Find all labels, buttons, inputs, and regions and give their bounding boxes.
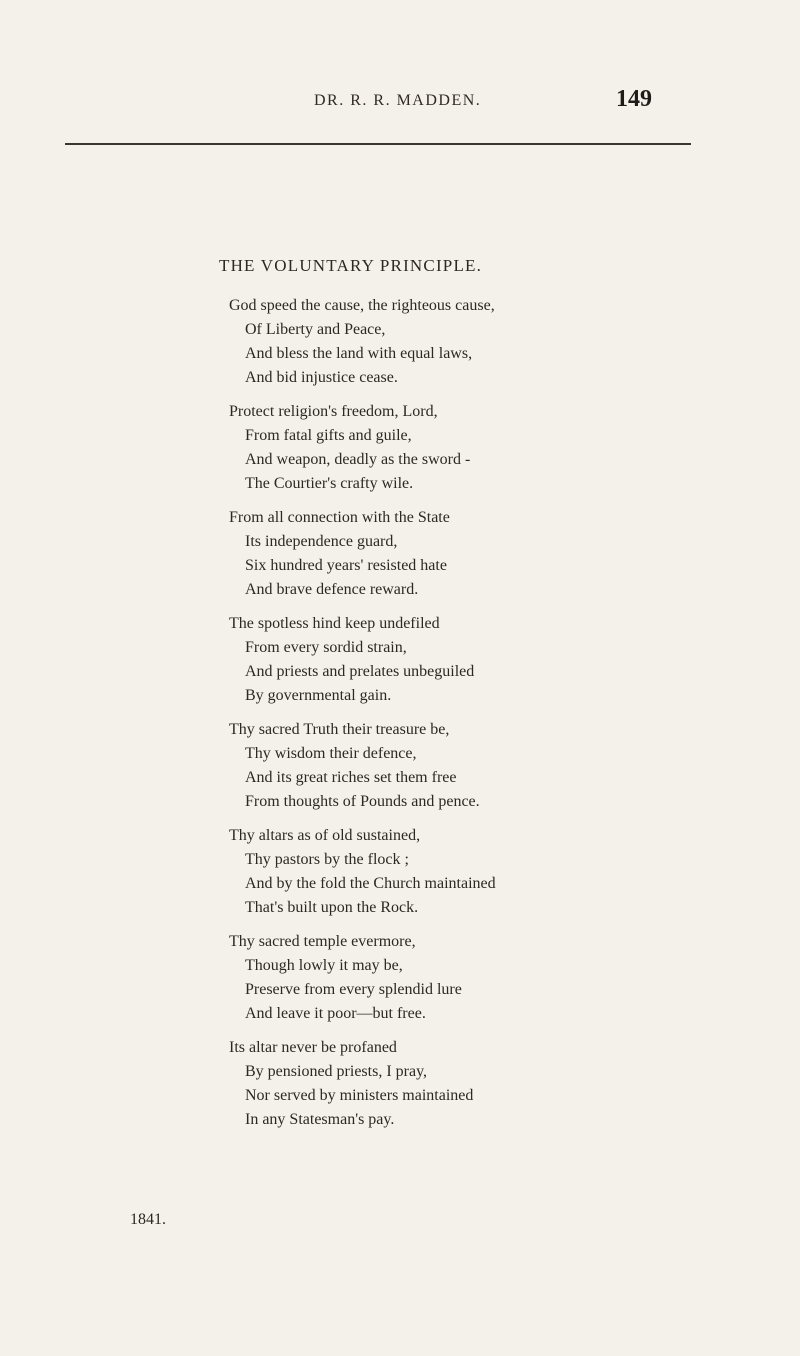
poem-line: And weapon, deadly as the sword - <box>245 451 471 468</box>
poem-line: God speed the cause, the righteous cause, <box>229 297 495 314</box>
poem-line: And leave it poor—but free. <box>245 1005 426 1022</box>
poem-line: And its great riches set them free <box>245 769 457 786</box>
header-rule <box>65 143 691 145</box>
poem-line: Nor served by ministers maintained <box>245 1087 474 1104</box>
poem-line: And brave defence reward. <box>245 581 419 598</box>
page-number: 149 <box>616 86 652 112</box>
poem-line: That's built upon the Rock. <box>245 899 419 916</box>
poem-line: And bless the land with equal laws, <box>245 345 473 362</box>
poem-line: By governmental gain. <box>245 687 392 704</box>
poem-line: From thoughts of Pounds and pence. <box>245 793 480 810</box>
poem-line: Preserve from every splendid lure <box>245 981 462 998</box>
poem-line: From all connection with the State <box>229 509 450 526</box>
poem-line: Thy pastors by the flock ; <box>245 851 409 868</box>
poem-line: By pensioned priests, I pray, <box>245 1063 428 1080</box>
running-title: DR. R. R. MADDEN. <box>314 92 482 109</box>
poem-line: Its altar never be profaned <box>229 1039 397 1056</box>
poem-title: THE VOLUNTARY PRINCIPLE. <box>219 256 483 275</box>
running-head <box>0 86 800 120</box>
poem-line: Thy sacred temple evermore, <box>229 933 416 950</box>
poem-line: Thy wisdom their defence, <box>245 745 417 762</box>
poem-line: Thy sacred Truth their treasure be, <box>229 721 450 738</box>
poem-date: 1841. <box>130 1211 166 1228</box>
poem-line: Of Liberty and Peace, <box>245 321 386 338</box>
poem-line: In any Statesman's pay. <box>245 1111 395 1128</box>
poem-line: And bid injustice cease. <box>245 369 398 386</box>
poem-line: The Courtier's crafty wile. <box>245 475 414 492</box>
poem-line: From fatal gifts and guile, <box>245 427 412 444</box>
poem-line: And by the fold the Church maintained <box>245 875 496 892</box>
poem-line: And priests and prelates unbeguiled <box>245 663 475 680</box>
poem-line: Though lowly it may be, <box>245 957 403 974</box>
poem-line: The spotless hind keep undefiled <box>229 615 440 632</box>
poem-line: Thy altars as of old sustained, <box>229 827 421 844</box>
poem-line: Protect religion's freedom, Lord, <box>229 403 438 420</box>
poem-line: Its independence guard, <box>245 533 398 550</box>
poem-line: From every sordid strain, <box>245 639 407 656</box>
poem-line: Six hundred years' resisted hate <box>245 557 447 574</box>
